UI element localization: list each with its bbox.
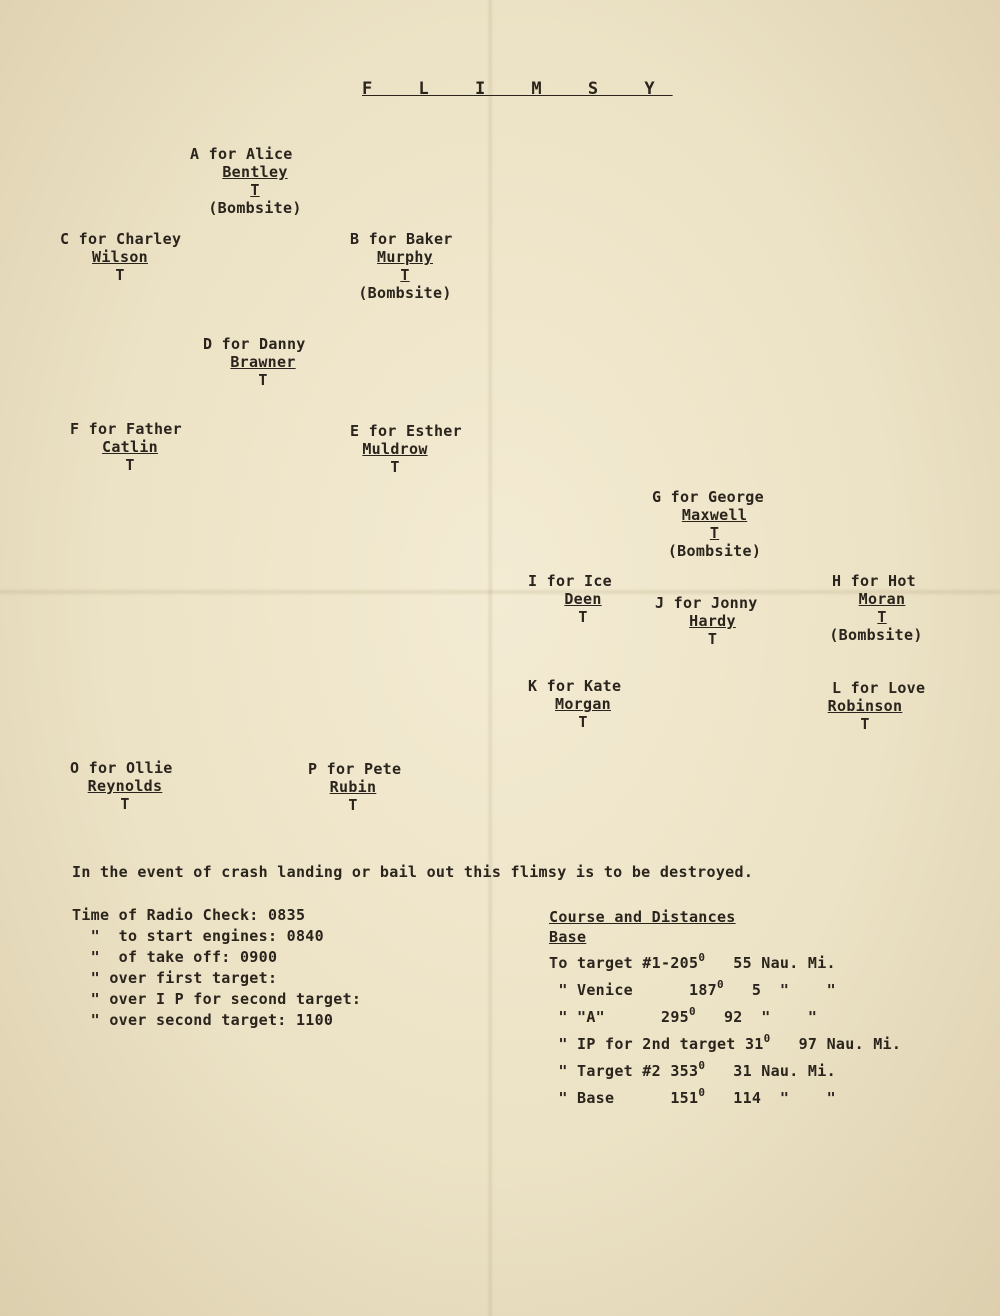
page-title: F L I M S Y — [362, 79, 673, 99]
course-heading-value: 151 — [670, 1089, 699, 1107]
course-distance: 92 " " — [723, 1008, 818, 1026]
course-leg-label: " "A" — [549, 1008, 605, 1026]
callsign: H for Hot — [832, 572, 916, 590]
degree-mark: 0 — [698, 951, 706, 964]
callsign: A for Alice — [190, 145, 293, 163]
course-rows — [549, 947, 901, 1109]
course-row — [549, 1055, 901, 1082]
mark: T — [120, 795, 130, 813]
course-leg-label: " Base — [549, 1089, 615, 1107]
course-distance: 31 Nau. Mi. — [733, 1062, 836, 1080]
callsign: K for Kate — [528, 677, 622, 695]
aircraft-i — [528, 572, 628, 626]
callsign: I for Ice — [528, 572, 612, 590]
aircraft-k — [528, 677, 638, 731]
course-heading-value: 295 — [661, 1008, 689, 1026]
degree-mark: 0 — [698, 1059, 706, 1072]
course-row — [549, 974, 901, 1001]
pilot-name: Brawner — [230, 353, 296, 371]
callsign: P for Pete — [308, 760, 402, 778]
callsign: E for Esther — [350, 422, 462, 440]
destroy-warning: In the event of crash landing or bail out this flimsy is to be destroyed. — [72, 863, 754, 881]
course-leg-label: " IP for 2nd target — [549, 1035, 736, 1053]
pilot-name: Maxwell — [681, 506, 748, 524]
first-target-time: " over first target: — [72, 969, 278, 987]
mark: T — [578, 608, 588, 626]
bombsite-note: (Bombsite) — [829, 626, 923, 644]
degree-mark: 0 — [698, 1086, 706, 1099]
pilot-name: Muldrow — [362, 440, 428, 458]
pilot-name: Catlin — [102, 438, 158, 456]
aircraft-b — [350, 230, 470, 302]
second-target-time: " over second target: 1100 — [72, 1011, 334, 1029]
degree-mark: 0 — [716, 978, 724, 991]
aircraft-c — [60, 230, 200, 284]
course-table — [549, 907, 901, 1109]
course-heading-value: 205 — [670, 954, 699, 972]
course-distance: 97 Nau. Mi. — [798, 1035, 902, 1053]
course-distance: 114 " " — [733, 1089, 836, 1107]
mark: T — [115, 266, 125, 284]
aircraft-a — [190, 145, 320, 217]
times-list — [72, 905, 361, 1031]
mark: T — [400, 266, 410, 284]
aircraft-l — [820, 679, 940, 733]
mark: T — [578, 713, 588, 731]
pilot-name: Robinson — [827, 697, 903, 715]
pilot-name: Reynolds — [87, 777, 163, 795]
course-row — [549, 947, 901, 974]
callsign: B for Baker — [350, 230, 453, 248]
start-engines-time: " to start engines: 0840 — [72, 927, 324, 945]
course-distance: 5 " " — [751, 981, 836, 999]
mark: T — [877, 608, 887, 626]
pilot-name: Moran — [858, 590, 906, 608]
course-row — [549, 1028, 901, 1055]
ip-second-target-time: " over I P for second target: — [72, 990, 362, 1008]
mark: T — [709, 524, 720, 542]
course-heading: Course and Distances — [549, 908, 736, 926]
bombsite-note: (Bombsite) — [358, 284, 452, 302]
callsign: O for Ollie — [70, 759, 173, 777]
bombsite-note: (Bombsite) — [208, 199, 302, 217]
aircraft-d — [203, 335, 323, 389]
pilot-name: Rubin — [329, 778, 377, 796]
aircraft-e — [350, 422, 480, 476]
mark: T — [258, 371, 268, 389]
callsign: D for Danny — [203, 335, 306, 353]
degree-mark: 0 — [763, 1032, 771, 1045]
take-off-time: " of take off: 0900 — [72, 948, 278, 966]
callsign: L for Love — [832, 679, 926, 697]
pilot-name: Bentley — [222, 163, 288, 181]
course-leg-label: To target #1- — [549, 954, 671, 972]
callsign: C for Charley — [60, 230, 182, 248]
aircraft-g — [652, 488, 787, 560]
pilot-name: Hardy — [689, 612, 736, 630]
aircraft-f — [70, 420, 200, 474]
degree-mark: 0 — [689, 1005, 696, 1018]
callsign: J for Jonny — [655, 594, 758, 612]
course-leg-label: " Target #2 — [549, 1062, 661, 1080]
mark: T — [390, 458, 400, 476]
mark: T — [125, 456, 135, 474]
course-row — [549, 1082, 901, 1109]
callsign: F for Father — [70, 420, 182, 438]
course-leg-label: " Venice — [549, 981, 633, 999]
aircraft-p — [308, 760, 418, 814]
mark: T — [250, 181, 260, 199]
pilot-name: Wilson — [92, 248, 148, 266]
course-heading-value: 31 — [744, 1035, 764, 1053]
pilot-name: Deen — [564, 590, 602, 608]
aircraft-h — [820, 572, 932, 644]
mark: T — [348, 796, 358, 814]
course-heading-value: 353 — [670, 1062, 699, 1080]
mark: T — [860, 715, 870, 733]
course-distance: 55 Nau. Mi. — [733, 954, 836, 972]
radio-check-time: Time of Radio Check: 0835 — [72, 906, 306, 924]
aircraft-j — [655, 594, 775, 648]
pilot-name: Murphy — [377, 248, 433, 266]
callsign: G for George — [652, 488, 764, 506]
mark: T — [707, 630, 718, 648]
course-row — [549, 1001, 901, 1028]
aircraft-o — [70, 759, 200, 813]
course-base-label: Base — [549, 928, 587, 946]
bombsite-note: (Bombsite) — [667, 542, 762, 560]
pilot-name: Morgan — [555, 695, 611, 713]
course-heading-value: 187 — [688, 981, 717, 999]
